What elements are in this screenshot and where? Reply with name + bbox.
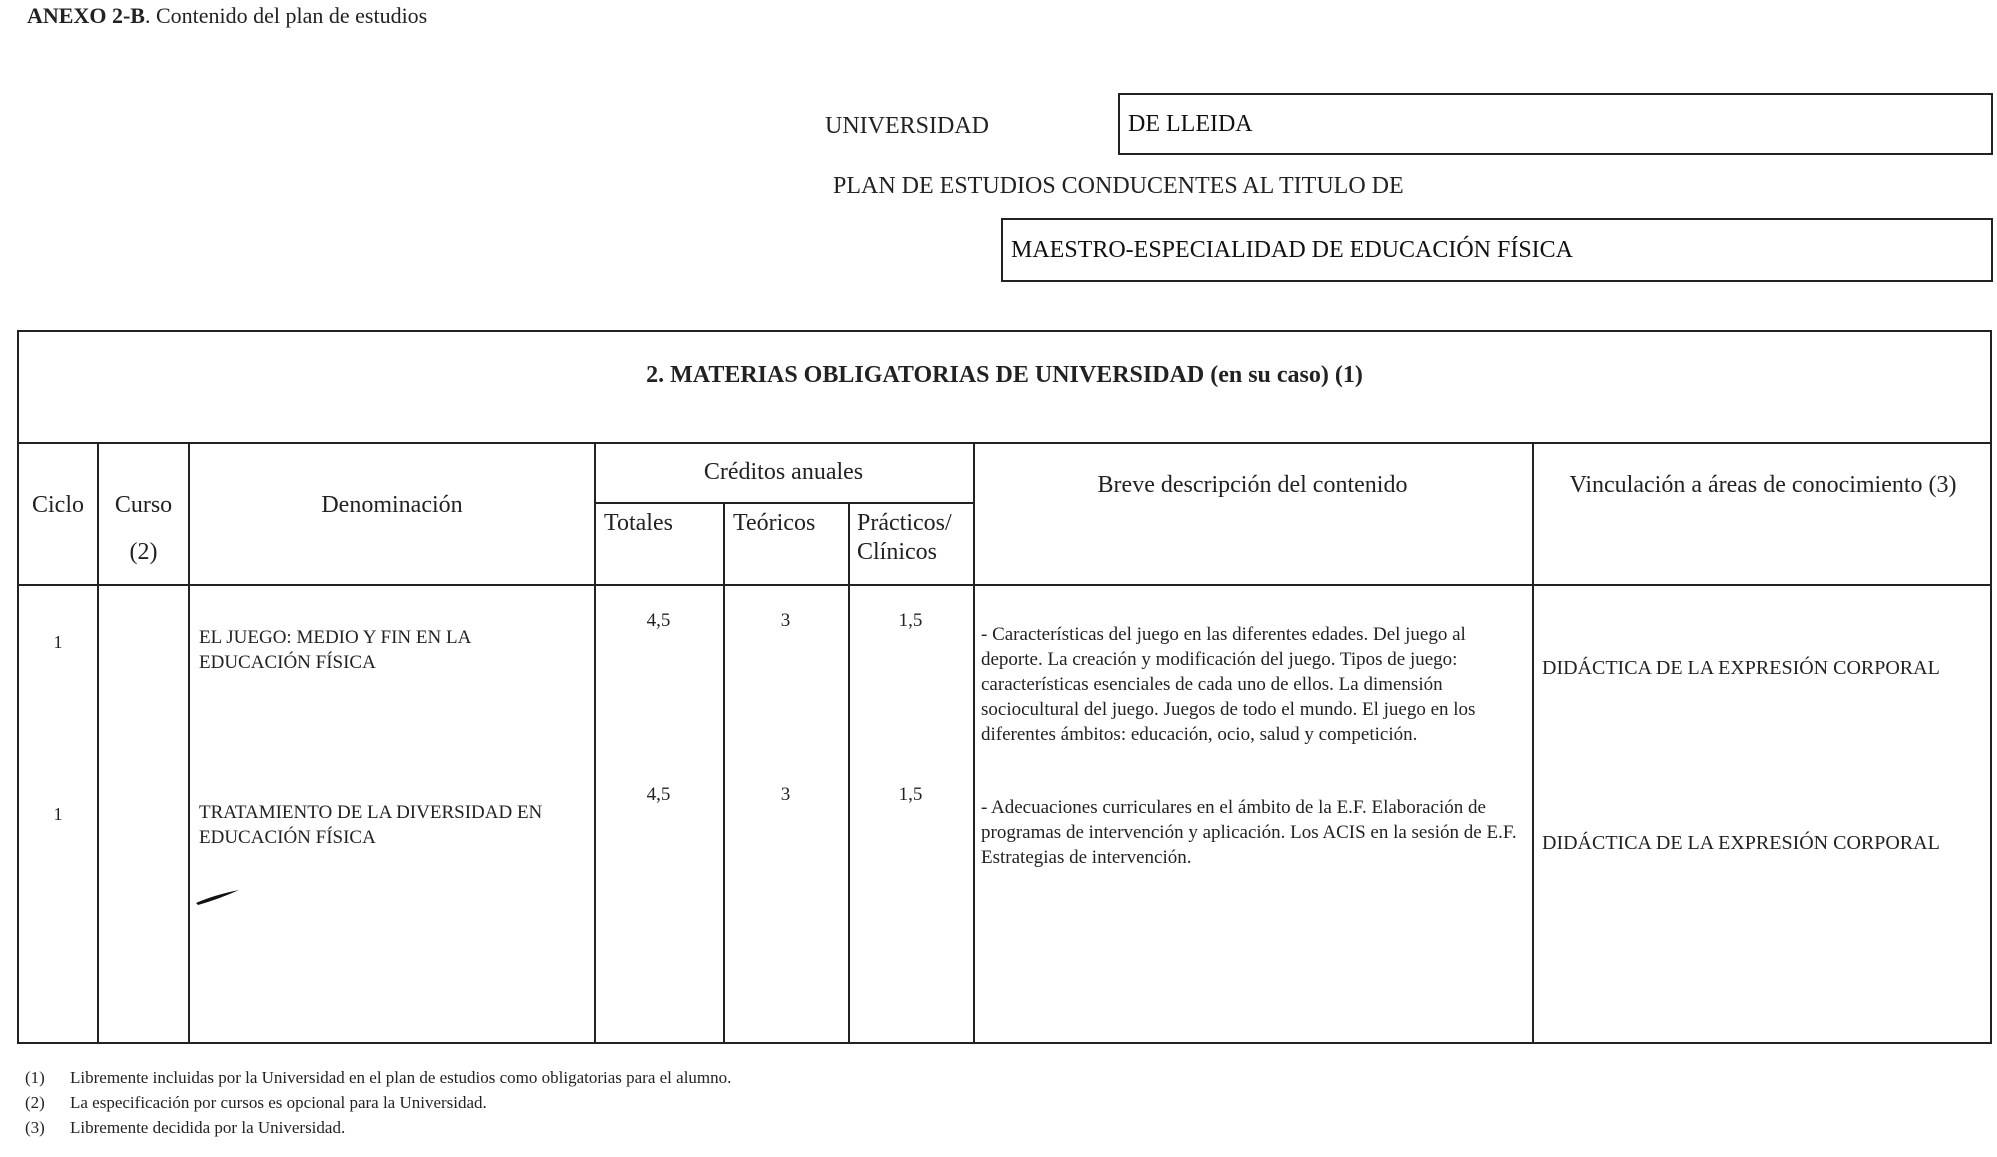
header-divider	[19, 584, 1990, 586]
row2-ciclo: 1	[53, 804, 63, 824]
annex-title-bold: ANEXO 2-B	[27, 3, 145, 28]
footnote-3-num: (3)	[25, 1118, 45, 1137]
col-divider	[723, 502, 725, 1042]
university-value-box	[1118, 93, 1993, 155]
footnote-2-num: (2)	[25, 1093, 45, 1112]
header-creditos: Créditos anuales	[703, 459, 864, 485]
header-descripcion: Breve descripción del contenido	[1097, 472, 1408, 498]
row2-descripcion: - Adecuaciones curriculares en el ámbito de la E.F. Elaboración de programas de intervención y aplicación. Los ACIS en la sesión de E.F. Estrategias de intervención.	[981, 797, 1517, 868]
row1-denominacion-line1: EL JUEGO: MEDIO Y FIN EN LA	[199, 627, 472, 648]
col-divider	[973, 442, 975, 1042]
row2-teoricos: 3	[780, 784, 791, 805]
header-ciclo: Ciclo	[32, 492, 84, 518]
credits-divider	[594, 502, 973, 504]
table-title: 2. MATERIAS OBLIGATORIAS DE UNIVERSIDAD (en su caso) (1)	[646, 362, 1363, 388]
plan-label: PLAN DE ESTUDIOS CONDUCENTES AL TITULO DE	[833, 173, 1404, 199]
title-divider	[19, 442, 1990, 444]
footnote-3	[25, 1118, 345, 1138]
col-divider	[188, 442, 190, 1042]
header-denominacion: Denominación	[321, 492, 463, 518]
footnote-3-text: Libremente decidida por la Universidad.	[70, 1118, 346, 1137]
footnote-1	[25, 1068, 731, 1088]
row2-practicos: 1,5	[898, 784, 923, 805]
plan-value: MAESTRO-ESPECIALIDAD DE EDUCACIÓN FÍSICA	[1011, 236, 1574, 263]
row1-practicos: 1,5	[898, 610, 923, 631]
footnote-2-text: La especificación por cursos es opcional para la Universidad.	[70, 1093, 487, 1112]
university-value: DE LLEIDA	[1128, 110, 1253, 137]
col-divider	[97, 442, 99, 1042]
row2-denominacion-line2: EDUCACIÓN FÍSICA	[199, 827, 376, 848]
row2-denominacion-line1: TRATAMIENTO DE LA DIVERSIDAD EN	[199, 802, 543, 823]
pen-mark	[194, 887, 244, 907]
row2-totales: 4,5	[646, 784, 671, 805]
header-teoricos: Teóricos	[733, 510, 816, 536]
row1-teoricos: 3	[780, 610, 791, 631]
header-practicos-1: Prácticos/	[857, 510, 952, 536]
row1-ciclo: 1	[53, 632, 63, 652]
row1-totales: 4,5	[646, 610, 671, 631]
header-curso: Curso	[114, 492, 173, 518]
university-label: UNIVERSIDAD	[825, 113, 989, 139]
footnote-1-num: (1)	[25, 1068, 45, 1087]
footnote-1-text: Libremente incluidas por la Universidad en el plan de estudios como obligatorias para el alumno.	[70, 1068, 732, 1087]
col-divider	[594, 442, 596, 1042]
header-totales: Totales	[604, 510, 673, 536]
header-vinculacion: Vinculación a áreas de conocimiento (3)	[1569, 472, 1957, 498]
row1-descripcion: - Características del juego en las diferentes edades. Del juego al deporte. La creación y modificación del juego. Tipos de juego: características esenciales de cada uno de ellos. La dimensión sociocultural del juego. Juegos de todo el mundo. El juego en los diferentes ámbitos: educación, ocio, salud y competición.	[981, 624, 1476, 745]
row2-area: DIDÁCTICA DE LA EXPRESIÓN CORPORAL	[1542, 832, 1940, 854]
footnote-2	[25, 1093, 487, 1113]
header-practicos-2: Clínicos	[857, 539, 938, 565]
plan-value-box	[1001, 218, 1993, 282]
header-curso-note: (2)	[129, 539, 158, 565]
annex-title	[27, 3, 427, 29]
row1-denominacion-line2: EDUCACIÓN FÍSICA	[199, 652, 376, 673]
col-divider	[1532, 442, 1534, 1042]
col-divider	[848, 502, 850, 1042]
annex-title-rest: . Contenido del plan de estudios	[144, 3, 428, 28]
row1-area: DIDÁCTICA DE LA EXPRESIÓN CORPORAL	[1542, 657, 1940, 679]
subjects-table	[17, 330, 1992, 1044]
